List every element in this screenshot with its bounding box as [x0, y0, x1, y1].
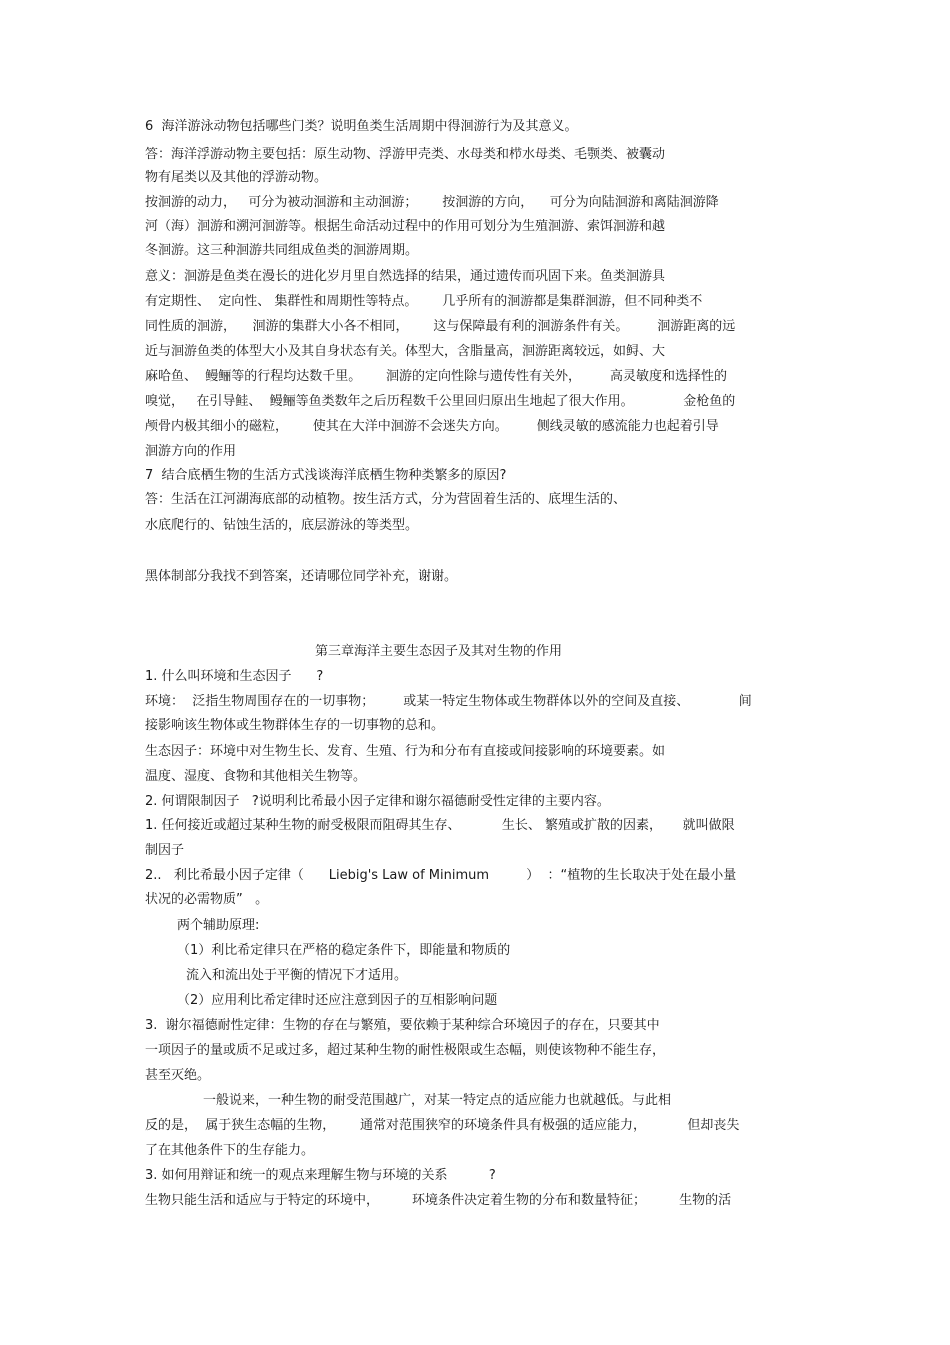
- chapter3-question-3: 3. 如何用辩证和统一的观点来理解生物与环境的关系 ?: [145, 1168, 496, 1183]
- tolerance-general-line-3: 了在其他条件下的生存能力。: [145, 1143, 315, 1158]
- shelford-law-line-3: 甚至灭绝。: [145, 1068, 211, 1083]
- answer-6-line-5: 冬洄游。这三种洄游共同组成鱼类的洄游周期。: [145, 243, 419, 258]
- answer-6-line-11: 嗅觉， 在引导鲑、 鳗鲡等鱼类数年之后历程数千公里回归原出生地起了很大作用。 金枪鱼的: [145, 394, 736, 409]
- limiting-factor-line-2: 制因子: [145, 843, 185, 858]
- answer-6-line-10: 麻哈鱼、 鳗鲡等的行程均达数千里。 洄游的定向性除与遗传性有关外， 高灵敏度和选择性的: [145, 369, 727, 384]
- answer-6-line-13: 洄游方向的作用: [145, 444, 237, 459]
- auxiliary-principle-1-line-2: 流入和流出处于平衡的情况下才适用。: [186, 968, 408, 983]
- shelford-law-line-2: 一项因子的量或质不足或过多，超过某种生物的耐性极限或生态幅，则使该物种不能生存，: [145, 1043, 666, 1058]
- answer-6-line-12: 颅骨内极其细小的磁粒， 使其在大洋中洄游不会迷失方向。 侧线灵敏的感流能力也起着引导: [145, 419, 719, 434]
- chapter3-question-1: 1. 什么叫环境和生态因子 ?: [145, 669, 324, 684]
- answer-6-line-9: 近与洄游鱼类的体型大小及其自身状态有关。体型大，含脂量高，洄游距离较远，如鲟、大: [145, 344, 666, 359]
- answer-6-line-6: 意义：洄游是鱼类在漫长的进化岁月里自然选择的结果，通过遗传而巩固下来。鱼类洄游具: [145, 269, 666, 284]
- ecological-factor-line-1: 生态因子：环境中对生物生长、发育、生殖、行为和分布有直接或间接影响的环境要素。如: [145, 744, 666, 759]
- chapter-title: 第三章海洋主要生态因子及其对生物的作用: [315, 644, 563, 659]
- liebig-law-line-2: 状况的必需物质” 。: [145, 892, 269, 907]
- ecological-factor-line-2: 温度、湿度、食物和其他相关生物等。: [145, 769, 367, 784]
- tolerance-general-line-2: 反的是， 属于狭生态幅的生物， 通常对范围狭窄的环境条件具有极强的适应能力， 但却丧失: [145, 1118, 740, 1133]
- organism-environment-line-1: 生物只能生活和适应与于特定的环境中， 环境条件决定着生物的分布和数量特征； 生物的活: [145, 1193, 732, 1208]
- answer-7-line-1: 答：生活在江河湖海底部的动植物。按生活方式，分为营固着生活的、底埋生活的、: [145, 492, 627, 507]
- shelford-law-line-1: 3. 谢尔福德耐性定律：生物的存在与繁殖，要依赖于某种综合环境因子的存在，只要其中: [145, 1018, 660, 1033]
- answer-6-line-7: 有定期性、 定向性、 集群性和周期性等特点。 几乎所有的洄游都是集群洄游，但不同种类不: [145, 294, 703, 309]
- note-text: 黑体制部分我找不到答案，还请哪位同学补充，谢谢。: [145, 569, 458, 584]
- answer-7-line-2: 水底爬行的、钻蚀生活的，底层游泳的等类型。: [145, 518, 419, 533]
- liebig-law-line-1: 2.. 利比希最小因子定律（ Liebig's Law of Minimum ） ：“植物的生长取决于处在最小量: [145, 868, 737, 883]
- answer-6-line-4: 河（海）洄游和溯河洄游等。根据生命活动过程中的作用可划分为生殖洄游、索饵洄游和越: [145, 219, 666, 234]
- environment-definition-line-1: 环境： 泛指生物周围存在的一切事物； 或某一特定生物体或生物群体以外的空间及直接、 间: [145, 694, 752, 709]
- auxiliary-principles-title: 两个辅助原理:: [177, 918, 260, 933]
- limiting-factor-line-1: 1. 任何接近或超过某种生物的耐受极限而阻碍其生存、 生长、 繁殖或扩散的因素， 就叫做限: [145, 818, 735, 833]
- answer-6-line-1: 答：海洋浮游动物主要包括：原生动物、浮游甲壳类、水母类和栉水母类、毛颚类、被囊动: [145, 147, 666, 162]
- answer-6-line-3: 按洄游的动力， 可分为被动洄游和主动洄游； 按洄游的方向， 可分为向陆洄游和离陆洄游降: [145, 195, 719, 210]
- auxiliary-principle-2: （2）应用利比希定律时还应注意到因子的互相影响问题: [177, 993, 498, 1008]
- environment-definition-line-2: 接影响该生物体或生物群体生存的一切事物的总和。: [145, 718, 445, 733]
- chapter3-question-2: 2. 何谓限制因子 ?说明利比希最小因子定律和谢尔福德耐受性定律的主要内容。: [145, 794, 610, 809]
- auxiliary-principle-1-line-1: （1）利比希定律只在严格的稳定条件下，即能量和物质的: [177, 943, 511, 958]
- question-6: 6 海洋游泳动物包括哪些门类？说明鱼类生活周期中得洄游行为及其意义。: [145, 119, 578, 134]
- answer-6-line-8: 同性质的洄游， 洄游的集群大小各不相同， 这与保障最有利的洄游条件有关。 洄游距离的远: [145, 319, 736, 334]
- tolerance-general-line-1: 一般说来，一种生物的耐受范围越广，对某一特定点的适应能力也就越低。与此相: [203, 1093, 672, 1108]
- question-7: 7 结合底栖生物的生活方式浅谈海洋底栖生物种类繁多的原因?: [145, 468, 507, 483]
- answer-6-line-2: 物有尾类以及其他的浮游动物。: [145, 170, 328, 185]
